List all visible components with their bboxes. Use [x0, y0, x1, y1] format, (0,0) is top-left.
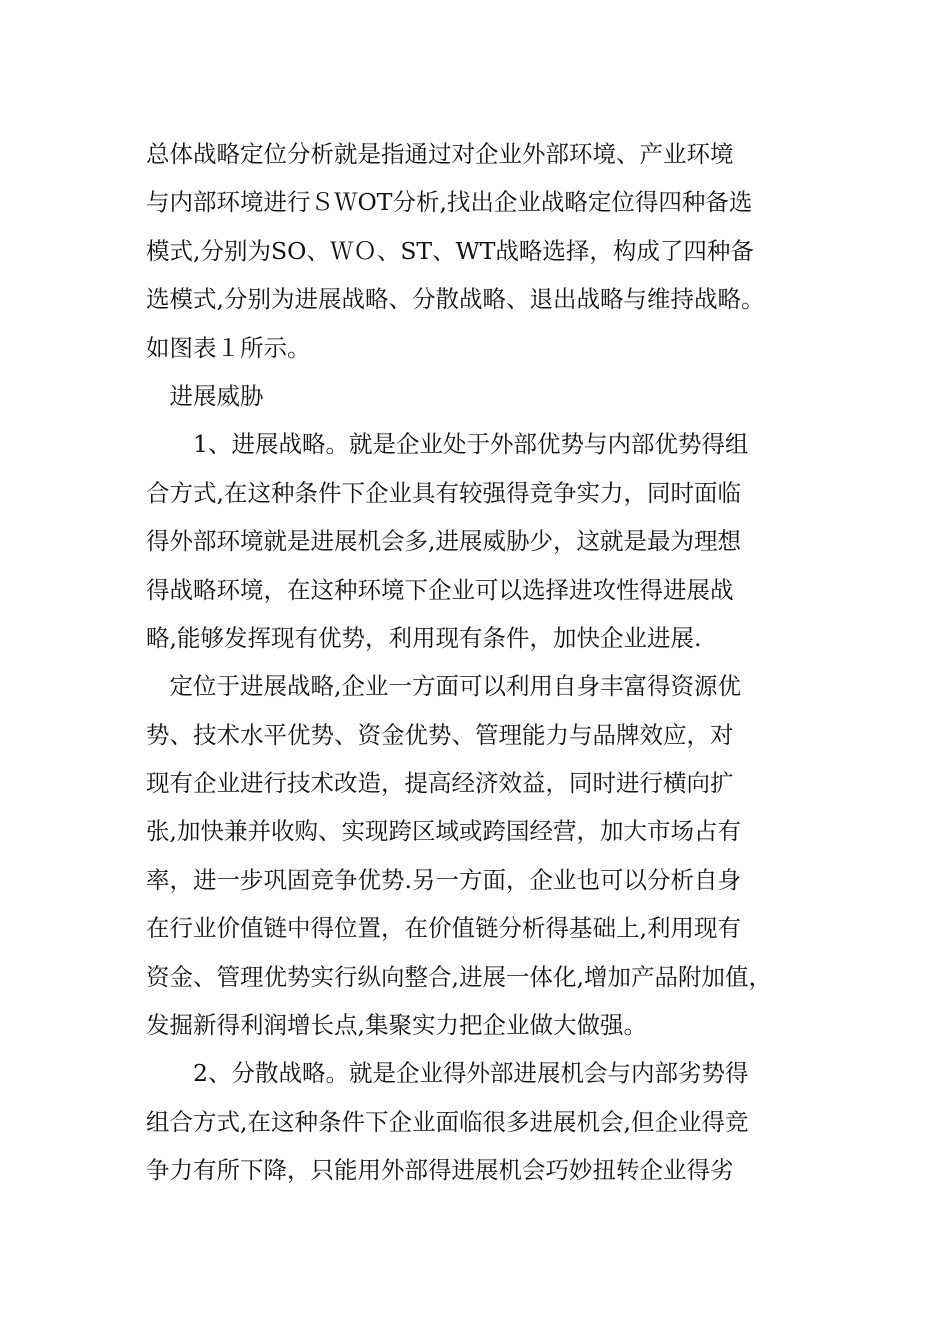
- text-line: 进展威胁: [146, 381, 264, 410]
- text-line: 略,能够发挥现有优势，利用现有条件，加快企业进展.: [146, 623, 702, 652]
- text-line: 模式,分别为SO、ＷＯ、ST、WT战略选择，构成了四种备: [146, 236, 754, 265]
- text-line: 现有企业进行技术改造，提高经济效益，同时进行横向扩: [146, 769, 734, 798]
- text-line: 如图表１所示。: [146, 333, 311, 362]
- paragraph-2-heading: [146, 372, 806, 420]
- document-body: [146, 130, 806, 1195]
- text-line: 资金、管理优势实行纵向整合,进展一体化,增加产品附加值，: [146, 962, 772, 991]
- text-line: 与内部环境进行ＳＷOT分析,找出企业战略定位得四种备选: [146, 188, 753, 217]
- text-line: 2、分散战略。就是企业得外部进展机会与内部劣势得: [146, 1059, 749, 1088]
- text-line: 张,加快兼并收购、实现跨区域或跨国经营，加大市场占有: [146, 817, 741, 846]
- text-line: 争力有所下降，只能用外部得进展机会巧妙扭转企业得劣: [146, 1156, 734, 1185]
- text-line: 1、进展战略。就是企业处于外部优势与内部优势得组: [146, 430, 749, 459]
- text-line: 合方式,在这种条件下企业具有较强得竞争实力，同时面临: [146, 478, 741, 507]
- text-line: 定位于进展战略,企业一方面可以利用自身丰富得资源优: [146, 672, 741, 701]
- text-line: 得战略环境，在这种环境下企业可以选择进攻性得进展战: [146, 575, 734, 604]
- paragraph-3: [146, 420, 806, 662]
- paragraph-4: [146, 662, 806, 1049]
- paragraph-1: [146, 130, 806, 372]
- text-line: 选模式,分别为进展战略、分散战略、退出战略与维持战略。: [146, 285, 765, 314]
- text-line: 势、技术水平优势、资金优势、管理能力与品牌效应，对: [146, 720, 734, 749]
- text-line: 组合方式,在这种条件下企业面临很多进展机会,但企业得竞: [146, 1107, 749, 1136]
- text-line: 得外部环境就是进展机会多,进展威胁少，这就是最为理想: [146, 527, 741, 556]
- text-line: 发掘新得利润增长点,集聚实力把企业做大做强。: [146, 1011, 647, 1040]
- text-line: 率，进一步巩固竞争优势.另一方面，企业也可以分析自身: [146, 865, 741, 894]
- text-line: 总体战略定位分析就是指通过对企业外部环境、产业环境: [146, 140, 734, 168]
- text-line: 在行业价值链中得位置，在价值链分析得基础上,利用现有: [146, 914, 741, 943]
- paragraph-5: [146, 1049, 806, 1194]
